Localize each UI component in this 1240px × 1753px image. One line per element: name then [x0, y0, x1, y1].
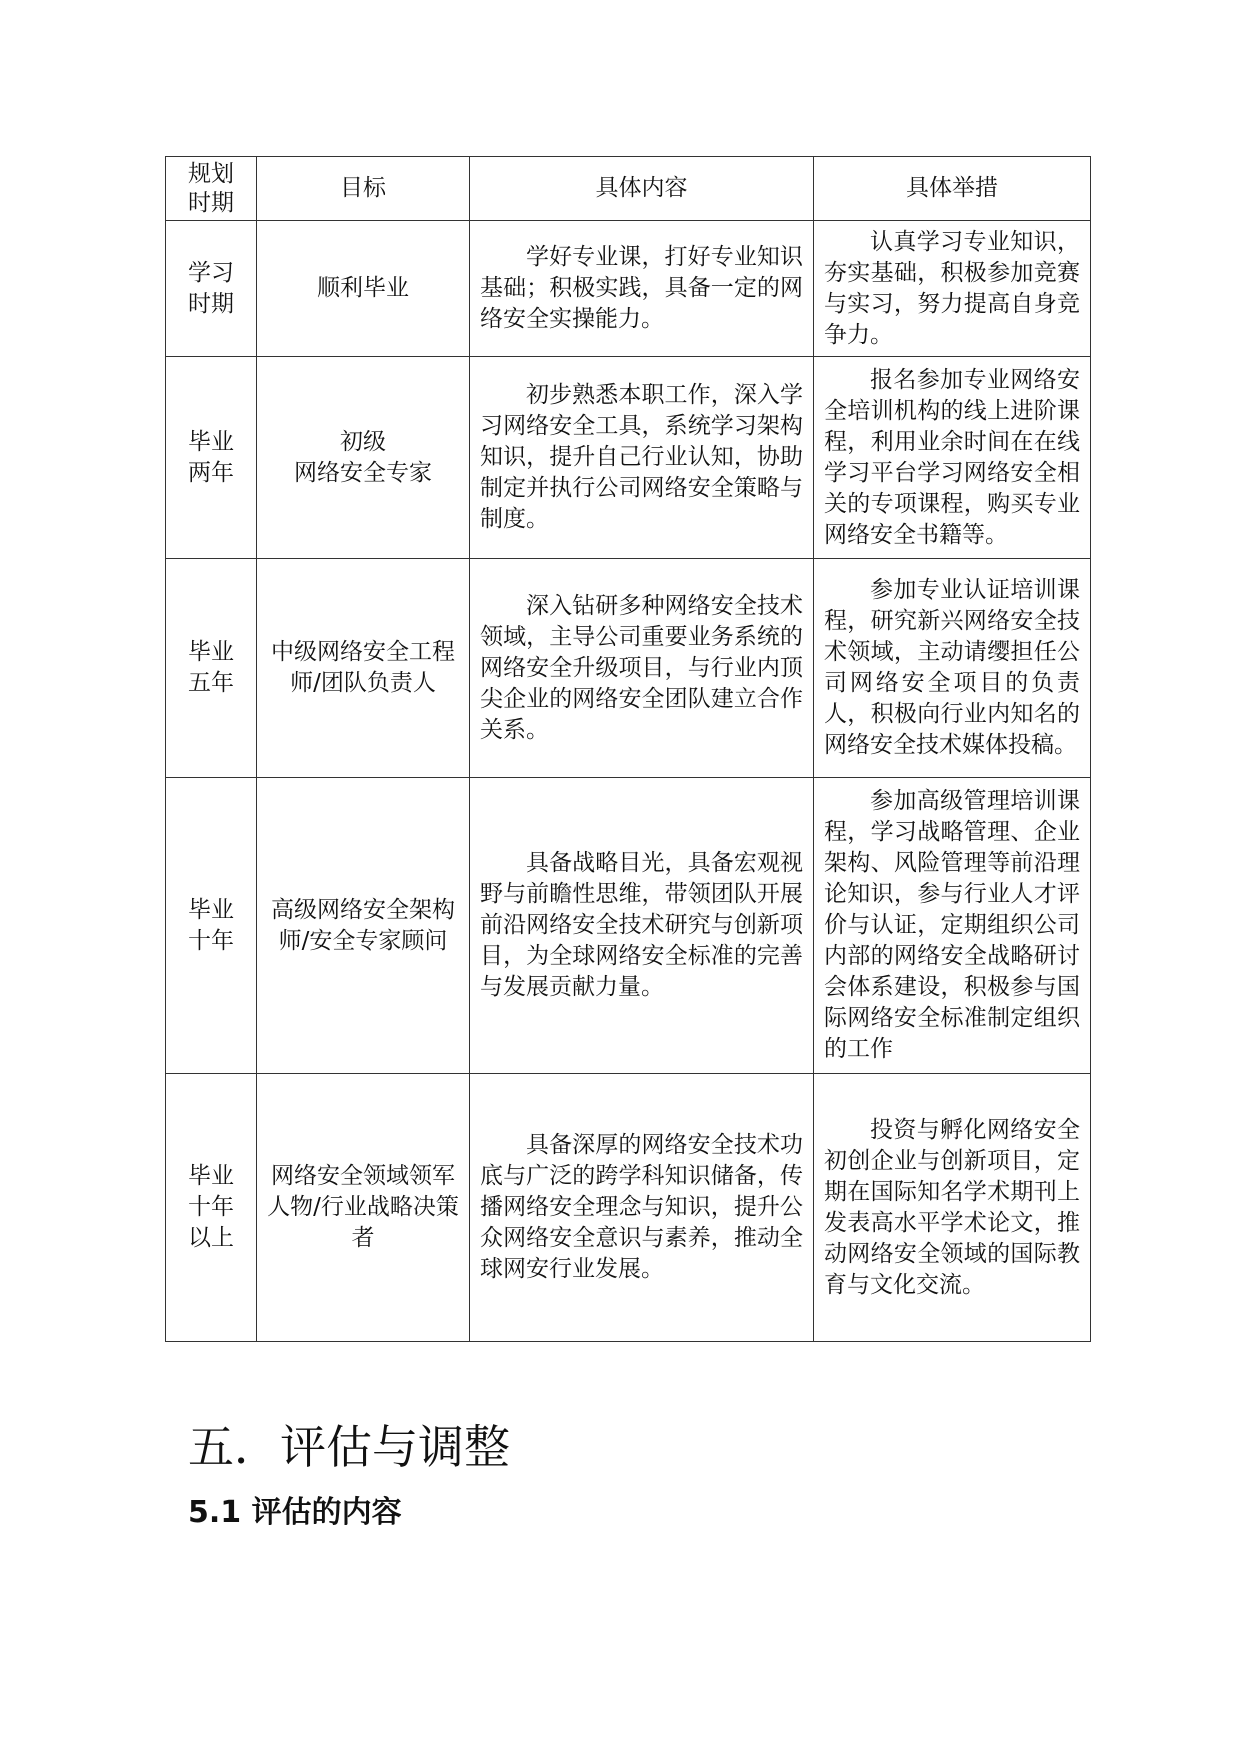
content-cell: 具备深厚的网络安全技术功底与广泛的跨学科知识储备，传播网络安全理念与知识，提升公众网络安全意识与素养，推动全球网安行业发展。 [470, 1074, 814, 1342]
header-content: 具体内容 [470, 157, 814, 221]
table-header-row [166, 157, 1091, 221]
goal-cell: 高级网络安全架构师/安全专家顾问 [257, 778, 470, 1074]
header-period: 规划 时期 [166, 157, 257, 221]
table-row [166, 1074, 1091, 1342]
table-row [166, 778, 1091, 1074]
header-measures: 具体举措 [814, 157, 1091, 221]
period-cell: 学习 时期 [166, 221, 257, 357]
period-cell: 毕业 两年 [166, 357, 257, 559]
header-goal: 目标 [257, 157, 470, 221]
measures-cell: 参加专业认证培训课程，研究新兴网络安全技术领域，主动请缨担任公司网络安全项目的负责人，积极向行业内知名的网络安全技术媒体投稿。 [814, 559, 1091, 778]
content-cell: 深入钻研多种网络安全技术领域，主导公司重要业务系统的网络安全升级项目，与行业内顶尖企业的网络安全团队建立合作关系。 [470, 559, 814, 778]
career-plan-table [165, 156, 1091, 1342]
table-row [166, 221, 1091, 357]
measures-cell: 投资与孵化网络安全初创企业与创新项目，定期在国际知名学术期刊上发表高水平学术论文，推动网络安全领域的国际教育与文化交流。 [814, 1074, 1091, 1342]
content-cell: 初步熟悉本职工作，深入学习网络安全工具，系统学习架构知识，提升自己行业认知，协助制定并执行公司网络安全策略与制度。 [470, 357, 814, 559]
period-cell: 毕业 十年 [166, 778, 257, 1074]
measures-cell: 报名参加专业网络安全培训机构的线上进阶课程，利用业余时间在在线学习平台学习网络安全相关的专项课程，购买专业网络安全书籍等。 [814, 357, 1091, 559]
goal-cell: 网络安全领域领军人物/行业战略决策者 [257, 1074, 470, 1342]
goal-cell: 初级 网络安全专家 [257, 357, 470, 559]
subsection-heading: 5.1 评估的内容 [188, 1495, 402, 1530]
period-cell: 毕业 五年 [166, 559, 257, 778]
period-cell: 毕业 十年 以上 [166, 1074, 257, 1342]
content-cell: 具备战略目光，具备宏观视野与前瞻性思维，带领团队开展前沿网络安全技术研究与创新项目，为全球网络安全标准的完善与发展贡献力量。 [470, 778, 814, 1074]
section-heading: 五．评估与调整 [188, 1420, 510, 1474]
content-cell: 学好专业课，打好专业知识基础；积极实践，具备一定的网络安全实操能力。 [470, 221, 814, 357]
goal-cell: 顺利毕业 [257, 221, 470, 357]
table-row [166, 559, 1091, 778]
measures-cell: 参加高级管理培训课程，学习战略管理、企业架构、风险管理等前沿理论知识，参与行业人才评价与认证，定期组织公司内部的网络安全战略研讨会体系建设，积极参与国际网络安全标准制定组织的工作 [814, 778, 1091, 1074]
goal-cell: 中级网络安全工程师/团队负责人 [257, 559, 470, 778]
measures-cell: 认真学习专业知识，夯实基础，积极参加竞赛与实习，努力提高自身竞争力。 [814, 221, 1091, 357]
table-row [166, 357, 1091, 559]
